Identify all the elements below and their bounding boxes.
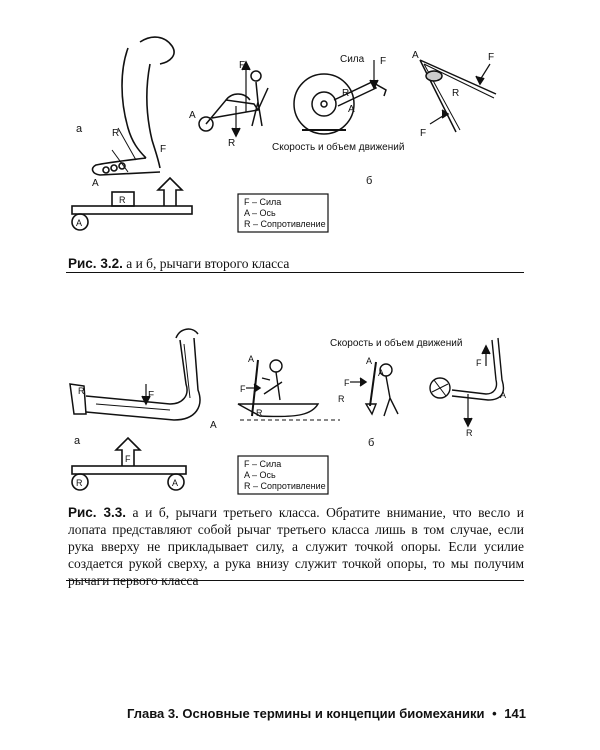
fig3-legend-r: R – Сопротивление <box>244 481 326 491</box>
arm-illustration <box>70 329 200 420</box>
fig2-lever-R: R <box>119 195 126 205</box>
fig2-caption-prefix: Рис. 3.2. <box>68 256 123 271</box>
fig2-legend-a: A – Ось <box>244 208 276 218</box>
fig3-row-A: A <box>248 354 255 364</box>
fig3-part-a-label: а <box>74 435 81 447</box>
fig3-shovel-A2: A <box>378 368 385 378</box>
fig3-row-F: F <box>240 384 246 394</box>
fig2-tire-F: F <box>380 56 387 67</box>
fig2-leg-A: A <box>92 178 99 189</box>
fig3-caption-text: а и б, рычаги третьего класса. Обратите внимание, что весло и лопата представляют собой рычаг третьего класса лишь в том случае, если рука вверху не прикладывает силу, а служит точкой опоры. Если усилие создается рукой сверху, а рука внизу служит точкой опоры, то мы получим рычаги первого класса <box>68 505 525 588</box>
chapter-title: Глава 3. Основные термины и концепции биомеханики <box>127 706 485 721</box>
fig2-nut-R: R <box>452 88 460 99</box>
fig2-nut-A: A <box>412 50 419 61</box>
fig2-part-a-label: а <box>76 123 83 135</box>
footer-bullet: • <box>492 706 497 721</box>
fig3-caption-prefix: Рис. 3.3. <box>68 505 126 520</box>
fig2-lever-A: A <box>76 218 83 228</box>
arm-ball-illustration <box>430 338 503 426</box>
fig3-range-motion: Скорость и объем движений <box>330 338 463 349</box>
fig3-shovel-F: F <box>344 378 350 388</box>
fig3-row-R: R <box>256 408 263 418</box>
shovel-illustration <box>350 362 398 416</box>
fig2-leg-R: R <box>112 128 120 139</box>
running-footer <box>126 706 526 721</box>
lever-schematic-3a <box>72 438 186 490</box>
fig3-caption-rule <box>66 580 524 581</box>
fig2-legend-f: F – Сила <box>244 197 282 207</box>
fig3-ball-A: A <box>500 390 507 400</box>
fig3-lever-R: R <box>76 478 83 488</box>
fig3-arm-A: A <box>210 420 217 431</box>
fig2-tire-A: A <box>348 104 355 115</box>
fig2-force-label: Сила <box>340 54 365 65</box>
fig2-wb-R: R <box>228 138 236 149</box>
fig3-legend-f: F – Сила <box>244 459 282 469</box>
rowing-illustration <box>238 360 340 420</box>
fig2-caption-text: а и б, рычаги второго класса <box>126 256 290 271</box>
fig3-lever-A: A <box>172 478 179 488</box>
fig3-arm-R: R <box>78 386 85 396</box>
page-number: 141 <box>504 706 526 721</box>
fig3-legend-a: A – Ось <box>244 470 276 480</box>
fig2-range-motion: Скорость и объем движений <box>272 142 405 153</box>
fig2-tire-R: R <box>342 88 350 99</box>
fig3-part-b-label: б <box>368 437 375 449</box>
fig3-lever-F: F <box>125 454 131 464</box>
fig3-shovel-R: R <box>338 394 345 404</box>
fig2-nut-F2: F <box>420 128 427 139</box>
fig2-part-b-label: б <box>366 175 373 187</box>
fig3-arm-F: F <box>148 390 155 401</box>
fig2-legend-r: R – Сопротивление <box>244 219 326 229</box>
fig2-leg-F: F <box>160 144 167 155</box>
fig3-ball-F: F <box>476 358 482 368</box>
fig2-wb-A: A <box>189 110 196 121</box>
fig3-shovel-A1: A <box>366 356 373 366</box>
fig2-wb-F: F <box>239 60 246 71</box>
fig3-ball-R: R <box>466 428 473 438</box>
fig2-nut-F1: F <box>488 52 495 63</box>
figure-3-3-caption <box>68 504 524 589</box>
